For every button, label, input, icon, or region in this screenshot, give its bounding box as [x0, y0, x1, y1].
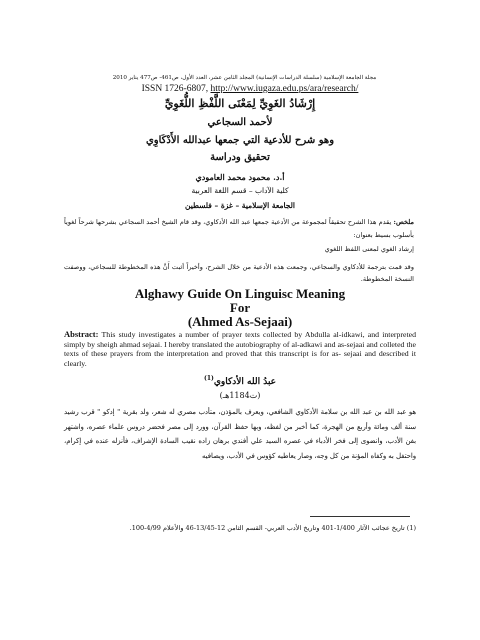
author-name: أ.د. محمود محمد العامودي — [195, 172, 285, 182]
journal-header: مجلة الجامعة الإسلامية (سلسلة الدراسات الإنسانية) المجلد الثامن عشر، العدد الأول، ص461- ص477 يناير 2010 — [112, 75, 377, 81]
arabic-abstract-subtitle: إرشاد الغوي لمعنى اللفظ اللغوي — [324, 245, 414, 253]
footnote-divider — [310, 516, 410, 517]
english-title-line2: For — [229, 300, 251, 315]
author-university: الجامعة الإسلامية – غزة – فلسطين — [184, 201, 295, 210]
journal-url-link[interactable]: http://www.iugaza.edu.ps/ara/research/ — [210, 84, 359, 94]
section-body: هو عبد الله بن عبد الله بن سلامة الأدكاوي الشافعي، ويعرف بالمؤذن، متأدب مصري له شعر، ولد بقرية " إدكو " قرب رشيد سنة ألف ومائة وأربع من الهجرة، كما أخبر من لفظه، وبها حفظ القرآن، وورد إلى مصر فحضر دروس علماء عصره، واشتهر بفن الأدب، وانضوى إلى فخر الأدباء في عصره السيد علي أفندي برهان زاده نقيب السادة الإشراف، فأنزله عنده في إكرام، واحتفل به وكفاه المؤنة من كل وجه، وصار يعاطيه كؤوس في الأدب، ويصافيه — [64, 408, 416, 460]
english-abstract — [64, 330, 416, 368]
footnote: (1) تاريخ عجائب الآثار 1/400-401 وتاريخ الأدب العربي- القسم الثامن 12-13/45-46 والأعلام 4/99-100. — [129, 524, 416, 532]
english-title-line1: Alghawy Guide On Linguisc Meaning — [134, 286, 346, 301]
issn-line — [100, 84, 400, 94]
footnote-reference[interactable]: (1) — [203, 375, 214, 382]
author-faculty: كلية الآداب – قسم اللغة العربية — [191, 186, 289, 195]
section-date: (ت1184هـ) — [219, 391, 261, 400]
arabic-title-description: وهو شرح للأدعية التي جمعها عبدالله الأَدْكَاوِي — [145, 135, 335, 146]
arabic-abstract-label: ملخص: — [393, 218, 414, 226]
section-heading-text: عبدُ الله الأدكاوي — [213, 377, 277, 387]
section-heading — [60, 375, 420, 387]
arabic-abstract-text: يقدم هذا الشرح تحقيقاً لمجموعة من الأدعية جمعها عبد الله الأدكاوي، وقد قام الشيخ أحمد السجاعي بشرحها شرحاً لغوياً بأسلوب بسيط بعنوان: — [64, 218, 414, 239]
english-title-line3: (Ahmed As-Sejaai) — [187, 314, 293, 329]
arabic-title-kind: تحقيق ودراسة — [210, 152, 270, 163]
arabic-abstract-text2: وقد قمت بترجمة للأدكاوي والسجاعي، وجمعت هذه الأدعية من خلال الشرح، وأخيراً أثبت أَنَّ هذه المخطوطة للسجاعي، ووصفت النسخة المخطوطة. — [64, 263, 414, 283]
arabic-title-author: لأحمد السجاعي — [207, 117, 273, 128]
english-abstract-label: Abstract: — [64, 329, 99, 339]
issn-number: ISSN 1726-6807, — [141, 84, 209, 94]
english-abstract-text: This study investigates a number of prayer texts collected by Abdulla al-idkawi, and interpreted simply by sheigh ahmad sejaai. I hereby translated the autobiography of al-adkawi and as-sejaai and colleted the texts of these prayers from the interpretation and proved that this transcript is for as- sejaai and described it clearly. — [64, 330, 416, 368]
arabic-abstract — [64, 216, 414, 242]
arabic-title: إِرْشَادُ الغَوِيِّ لِمَعْنَى اللَّفْظِ اللُّغَوِيِّ — [164, 97, 316, 110]
